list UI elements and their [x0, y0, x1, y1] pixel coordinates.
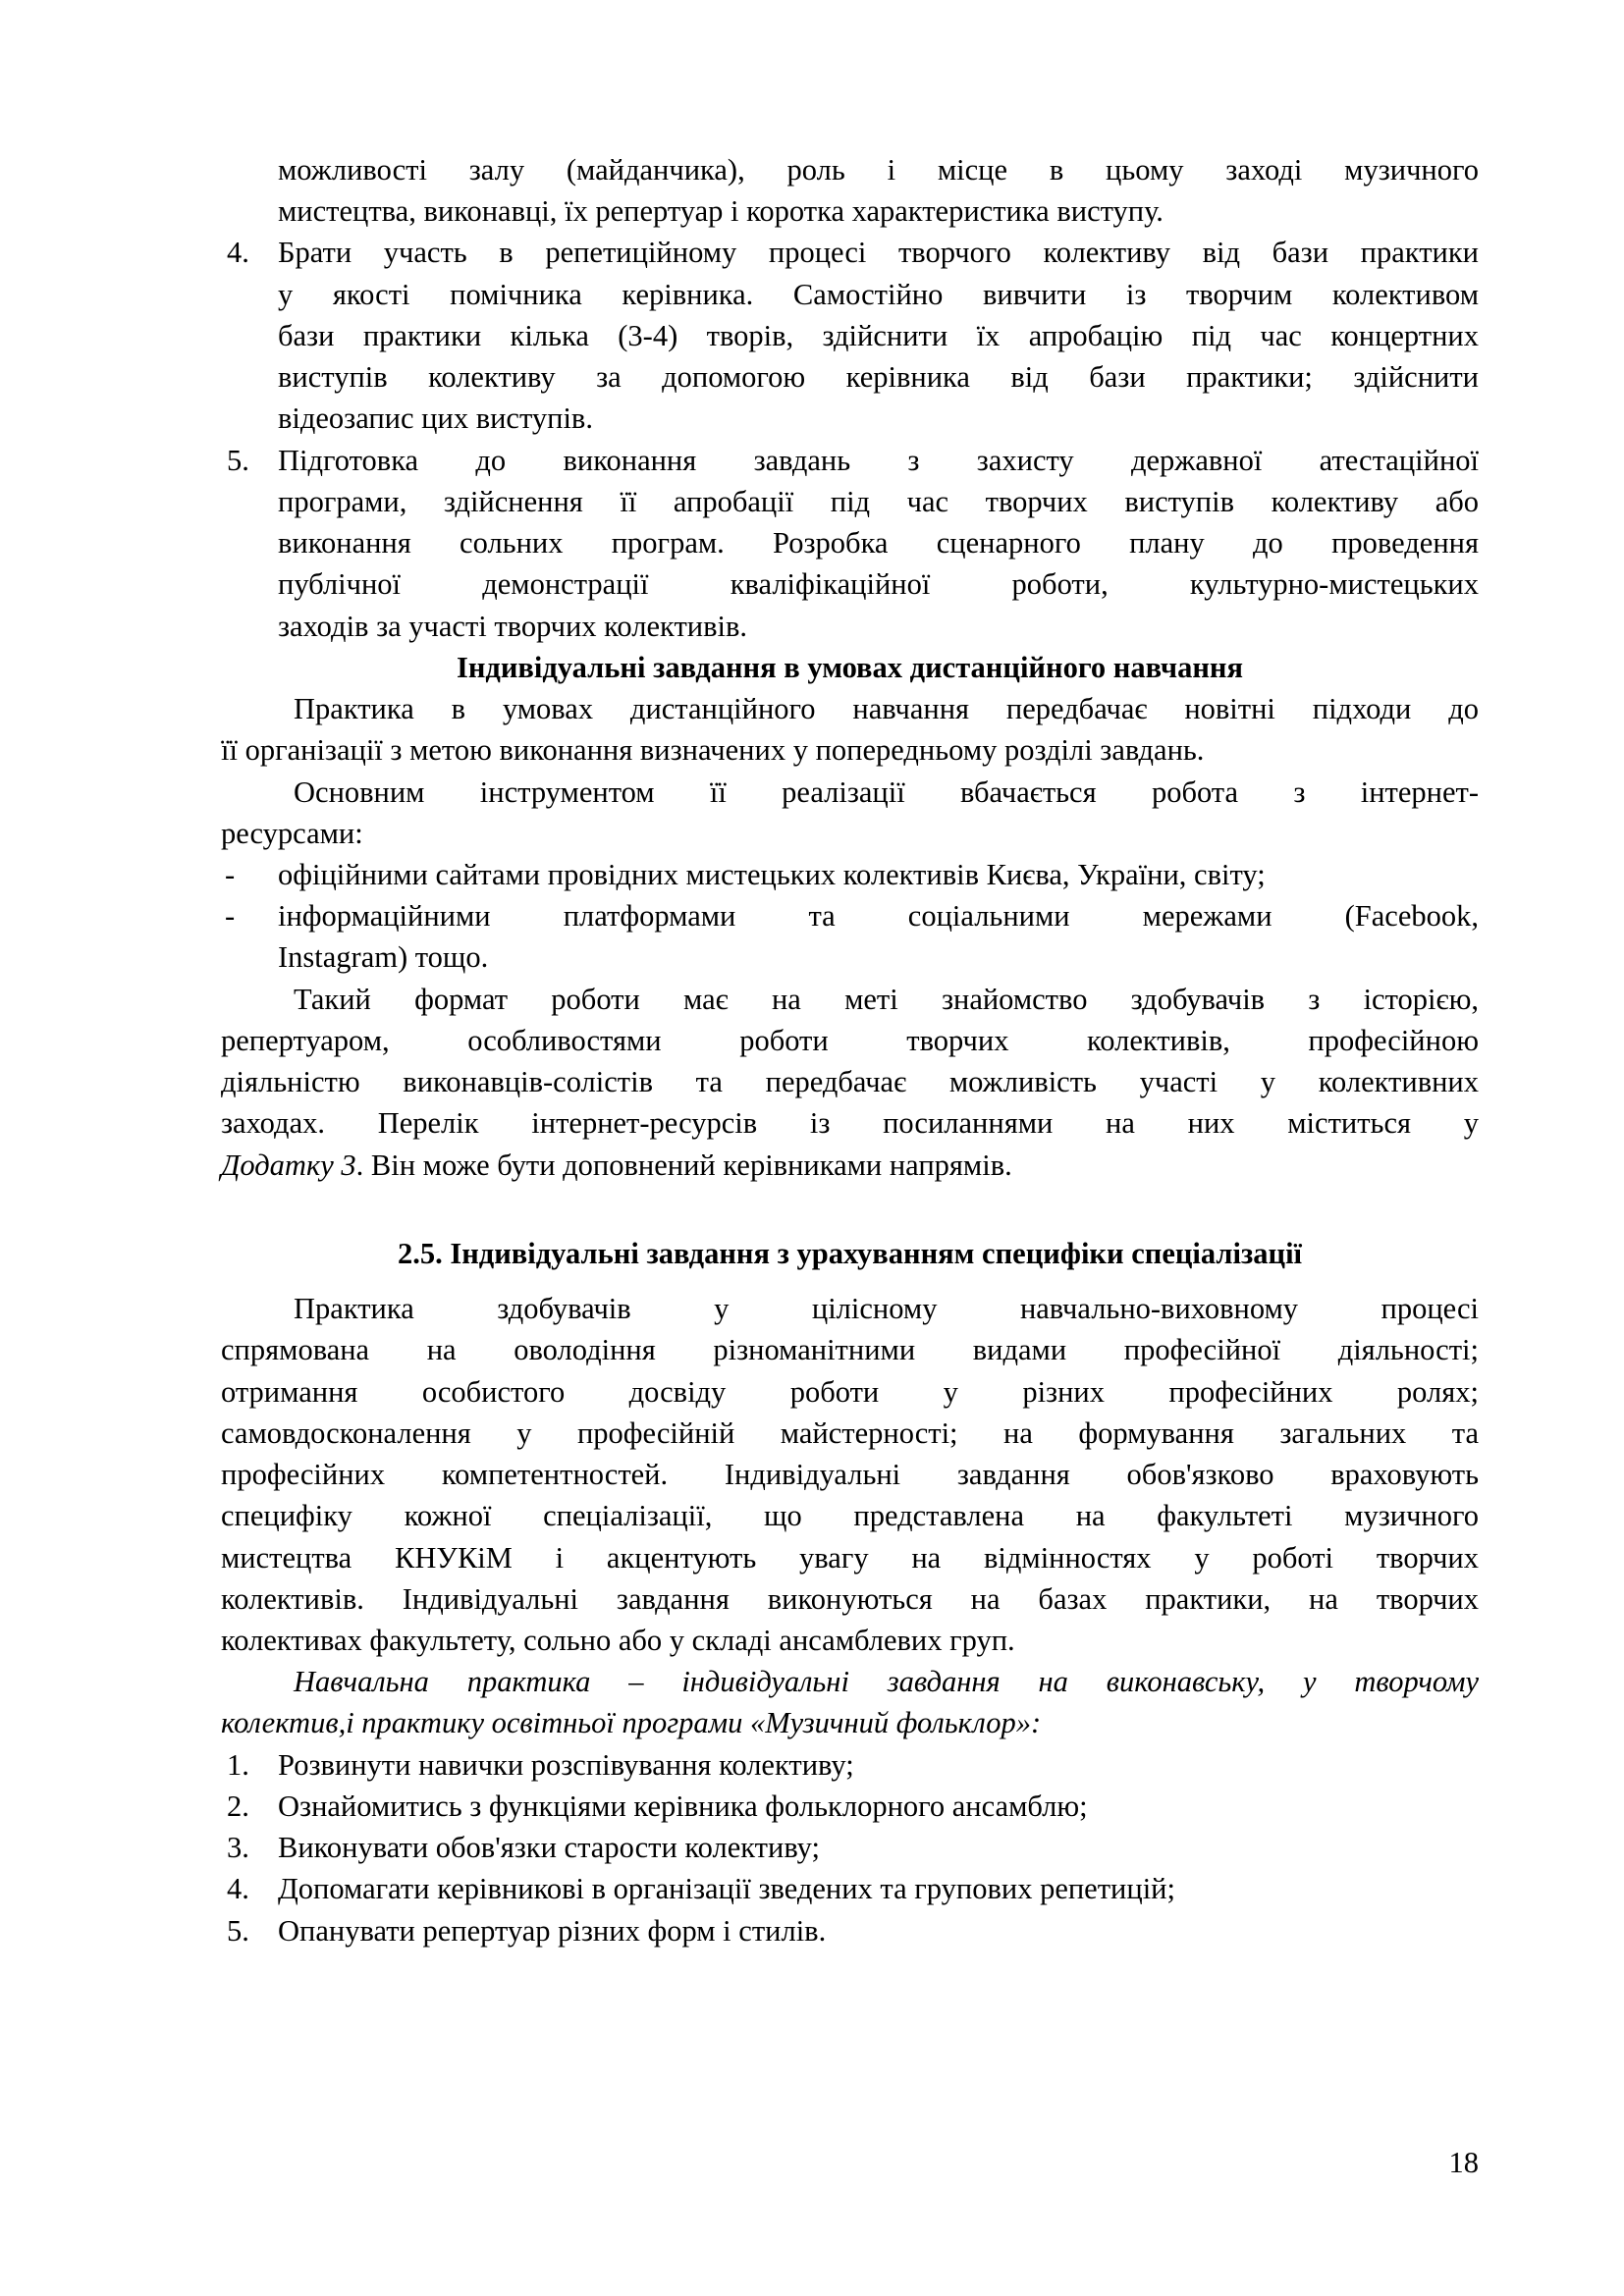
text-line: Виконувати обов'язки старости колективу; [278, 1831, 821, 1865]
text-line: колектив,і практику освітньої програми «Музичний фольклор»: [221, 1706, 1042, 1740]
text-line: Основним інструментом її реалізації вбачається робота з інтернет- [294, 774, 1479, 809]
list-item-text [278, 1868, 1479, 1909]
spacer [221, 1274, 1479, 1288]
list-item [221, 1868, 1479, 1909]
paragraph-specialization [221, 1288, 1479, 1661]
list-item-text [278, 232, 1479, 439]
text-line: мистецтва, виконавці, їх репертуар і коротка характеристика виступу. [278, 194, 1164, 229]
text-line: Такий формат роботи має на меті знайомство здобувачів з історією, [294, 982, 1479, 1016]
text-line: публічної демонстрації кваліфікаційної роботи, культурно-мистецьких [278, 567, 1479, 602]
list-item [221, 232, 1479, 439]
spacer [221, 1186, 1479, 1233]
list-item-text [278, 854, 1479, 895]
text-line: програми, здійснення її апробації під час творчих виступів колективу або [278, 484, 1479, 518]
paragraph-educational-practice [221, 1661, 1479, 1743]
text-line: Допомагати керівникові в організації зведених та групових репетицій; [278, 1872, 1175, 1906]
paragraph-work-format [221, 979, 1479, 1186]
continued-paragraph [278, 149, 1479, 232]
list-marker: 2. [227, 1789, 249, 1823]
text-line: її організації з метою виконання визначених у попередньому розділі завдань. [221, 733, 1205, 768]
list-marker: 4. [227, 236, 249, 270]
list-marker: - [225, 899, 236, 934]
text-line: отримання особистого досвіду роботи у різних професійних ролях; [221, 1374, 1479, 1409]
text-line: можливості залу (майданчика), роль і місце в цьому заході музичного [278, 153, 1479, 187]
list-item-text [278, 1827, 1479, 1868]
list-item [221, 1827, 1479, 1868]
text-line: специфіку кожної спеціалізації, що представлена на факультеті музичного [221, 1499, 1479, 1533]
text-line: Instagram) тощо. [278, 940, 489, 975]
list-item [221, 1744, 1479, 1786]
list-item-text [278, 1744, 1479, 1786]
text-line: Ознайомитись з функціями керівника фольклорного ансамблю; [278, 1789, 1088, 1823]
list-item [221, 854, 1479, 895]
text-line: Навчальна практика – індивідуальні завдання на виконавську, у творчому [294, 1665, 1479, 1699]
text-line-appendix [221, 1145, 1479, 1186]
text-line: виступів колективу за допомогою керівника від бази практики; здійснити [278, 360, 1479, 395]
text-line: інформаційними платформами та соціальними мережами (Facebook, [278, 899, 1479, 934]
paragraph-internet-tools [221, 772, 1479, 854]
text-line: бази практики кілька (3-4) творів, здійснити їх апробацію під час концертних [278, 318, 1479, 352]
appendix-reference: Додатку 3 [221, 1148, 356, 1182]
page-number: 18 [1448, 2146, 1479, 2179]
text-line: Підготовка до виконання завдань з захисту державної атестаційної [278, 443, 1479, 477]
list-item [221, 1786, 1479, 1827]
text-line: виконання сольних програм. Розробка сценарного плану до проведення [278, 526, 1479, 561]
list-marker: - [225, 857, 236, 891]
text-line: репертуаром, особливостями роботи творчих колективів, професійною [221, 1023, 1479, 1057]
text-line: заходах. Перелік інтернет-ресурсів із посиланнями на них міститься у [221, 1106, 1479, 1141]
document-body [221, 149, 1479, 1951]
text-line: Опанувати репертуар різних форм і стилів. [278, 1913, 827, 1948]
text-line: Практика здобувачів у цілісному навчально-виховному процесі [294, 1292, 1479, 1326]
text-line: заходів за участі творчих колективів. [278, 609, 748, 643]
resource-list [221, 854, 1479, 979]
list-item-text [278, 895, 1479, 978]
text-line: діяльністю виконавців-солістів та передбачає можливість участі у колективних [221, 1065, 1479, 1099]
list-marker: 1. [227, 1747, 249, 1782]
list-marker: 4. [227, 1872, 249, 1906]
list-item [221, 1910, 1479, 1951]
text-line: ресурсами: [221, 816, 363, 850]
text-line: колективах факультету, сольно або у складі ансамблевих груп. [221, 1623, 1015, 1657]
heading-section-2-5: 2.5. Індивідуальні завдання з урахуванням специфіки спеціалізації [397, 1236, 1303, 1270]
folklore-task-list [221, 1744, 1479, 1951]
text-line: Розвинути навички розспівування колективу; [278, 1747, 854, 1782]
list-item-text [278, 440, 1479, 647]
text-line: Практика в умовах дистанційного навчання передбачає новітні підходи до [294, 692, 1479, 726]
list-marker: 3. [227, 1831, 249, 1865]
task-list [221, 232, 1479, 646]
list-marker: 5. [227, 1913, 249, 1948]
list-item [221, 895, 1479, 978]
text-line: професійних компетентностей. Індивідуальні завдання обов'язково враховують [221, 1458, 1479, 1492]
text-line: Брати участь в репетиційному процесі творчого колективу від бази практики [278, 236, 1479, 270]
appendix-sentence-rest: . Він може бути доповнений керівниками напрямів. [355, 1148, 1012, 1182]
text-line: відеозапис цих виступів. [278, 401, 593, 436]
text-line: колективів. Індивідуальні завдання виконуються на базах практики, на творчих [221, 1581, 1479, 1616]
text-line: мистецтва КНУКіМ і акцентують увагу на відмінностях у роботі творчих [221, 1540, 1479, 1575]
paragraph-distance-learning [221, 688, 1479, 771]
text-line: у якості помічника керівника. Самостійно вивчити із творчим колективом [278, 277, 1479, 311]
list-marker: 5. [227, 443, 249, 477]
text-line: офіційними сайтами провідних мистецьких колективів Києва, України, світу; [278, 857, 1266, 891]
list-item [221, 440, 1479, 647]
list-item-text [278, 1910, 1479, 1951]
subheading-distance-learning: Індивідуальні завдання в умовах дистанційного навчання [456, 650, 1244, 684]
text-line: спрямована на оволодіння різноманітними видами професійної діяльності; [221, 1333, 1479, 1367]
text-line: самовдосконалення у професійній майстерності; на формування загальних та [221, 1415, 1479, 1450]
list-item-text [278, 1786, 1479, 1827]
